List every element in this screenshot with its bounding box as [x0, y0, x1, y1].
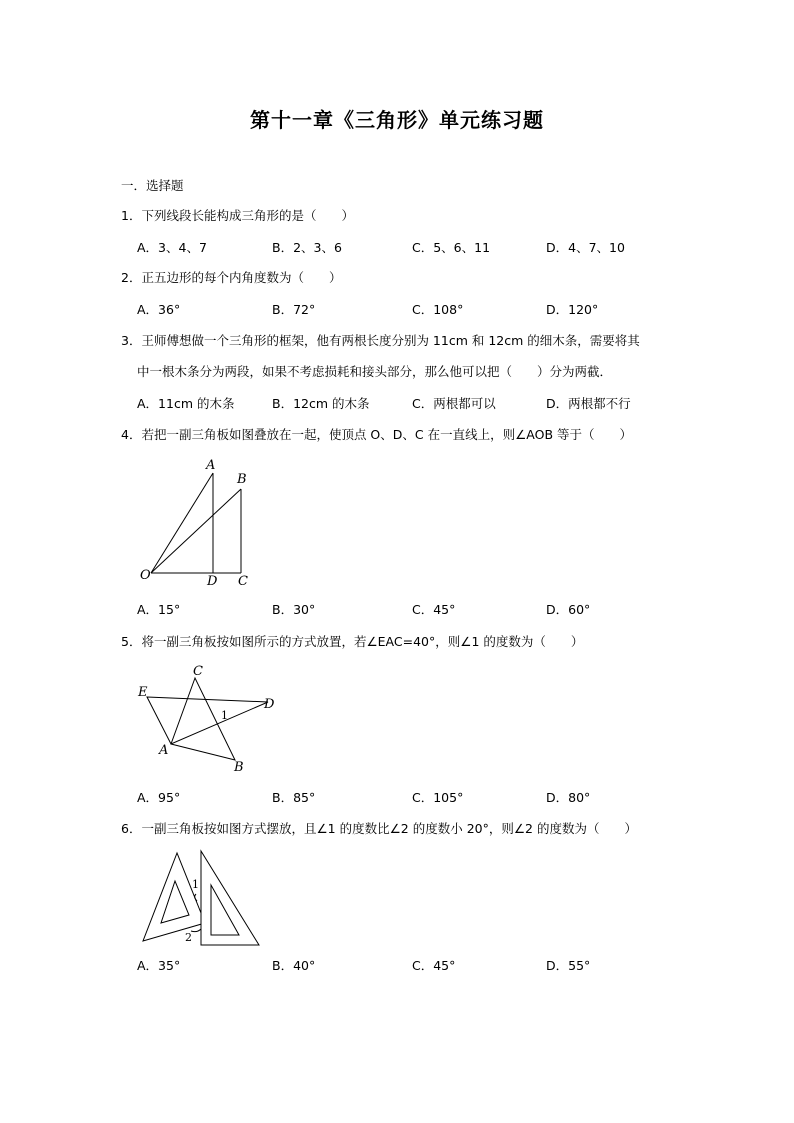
q6-option-c: C．45°	[412, 958, 456, 973]
q2-option-b: B．72°	[272, 302, 316, 317]
q4-figure	[135, 455, 260, 590]
q5-label-d: D	[264, 697, 275, 712]
q5-figure	[133, 660, 283, 778]
q1-option-a: A．3、4、7	[137, 240, 207, 255]
q6-figure	[135, 845, 265, 950]
q4-option-a: A．15°	[137, 602, 181, 617]
q5-label-c: C	[193, 664, 203, 679]
q5-option-b: B．85°	[272, 790, 316, 805]
q2-option-d: D．120°	[546, 302, 599, 317]
section-heading: 一．选择题	[121, 178, 184, 193]
question-3-text-line2: 中一根木条分为两段，如果不考虑损耗和接头部分，那么他可以把（ ）分为两截．	[137, 364, 613, 379]
question-3-text-line1: 3．王师傅想做一个三角形的框架，他有两根长度分别为 11cm 和 12cm 的细木条，需要将其	[121, 333, 640, 348]
q6-option-d: D．55°	[546, 958, 591, 973]
question-5-text: 5．将一副三角板按如图所示的方式放置，若∠EAC=40°，则∠1 的度数为（ ）	[121, 634, 584, 649]
q6-option-b: B．40°	[272, 958, 316, 973]
q6-option-a: A．35°	[137, 958, 181, 973]
q4-label-b: B	[237, 472, 247, 487]
question-2-text: 2．正五边形的每个内角度数为（ ）	[121, 270, 342, 285]
question-6-text: 6．一副三角板按如图方式摆放，且∠1 的度数比∠2 的度数小 20°，则∠2 的度数为（ ）	[121, 821, 637, 836]
q4-option-d: D．60°	[546, 602, 591, 617]
q3-option-a: A．11cm 的木条	[137, 396, 235, 411]
q4-label-d: D	[207, 574, 218, 589]
q1-option-c: C．5、6、11	[412, 240, 491, 255]
q3-option-c: C．两根都可以	[412, 396, 496, 411]
q3-option-b: B．12cm 的木条	[272, 396, 370, 411]
q5-option-a: A．95°	[137, 790, 181, 805]
q4-label-c: C	[238, 574, 248, 589]
q5-label-angle-1: 1	[221, 709, 228, 722]
q4-option-b: B．30°	[272, 602, 316, 617]
q6-angle-arc-2	[191, 929, 201, 932]
q6-label-angle-1: 1	[192, 878, 199, 891]
q1-option-b: B．2、3、6	[272, 240, 342, 255]
question-4-text: 4．若把一副三角板如图叠放在一起，使顶点 O、D、C 在一直线上，则∠AOB 等于（ ）	[121, 427, 633, 442]
page-title: 第十一章《三角形》单元练习题	[250, 108, 544, 132]
q5-label-e: E	[138, 685, 148, 700]
q4-option-c: C．45°	[412, 602, 456, 617]
q1-option-d: D．4、7、10	[546, 240, 625, 255]
q5-option-c: C．105°	[412, 790, 464, 805]
q3-option-d: D．两根都不行	[546, 396, 631, 411]
q4-label-o: O	[140, 568, 151, 583]
q5-option-d: D．80°	[546, 790, 591, 805]
q5-label-b: B	[234, 760, 244, 775]
q5-label-a: A	[159, 743, 169, 758]
q4-label-a: A	[206, 458, 216, 473]
q2-option-c: C．108°	[412, 302, 464, 317]
q2-option-a: A．36°	[137, 302, 181, 317]
question-1-text: 1．下列线段长能构成三角形的是（ ）	[121, 208, 354, 223]
q4-segment-ob	[151, 489, 241, 573]
q4-segment-oa	[151, 473, 213, 573]
q6-label-angle-2: 2	[185, 931, 192, 944]
